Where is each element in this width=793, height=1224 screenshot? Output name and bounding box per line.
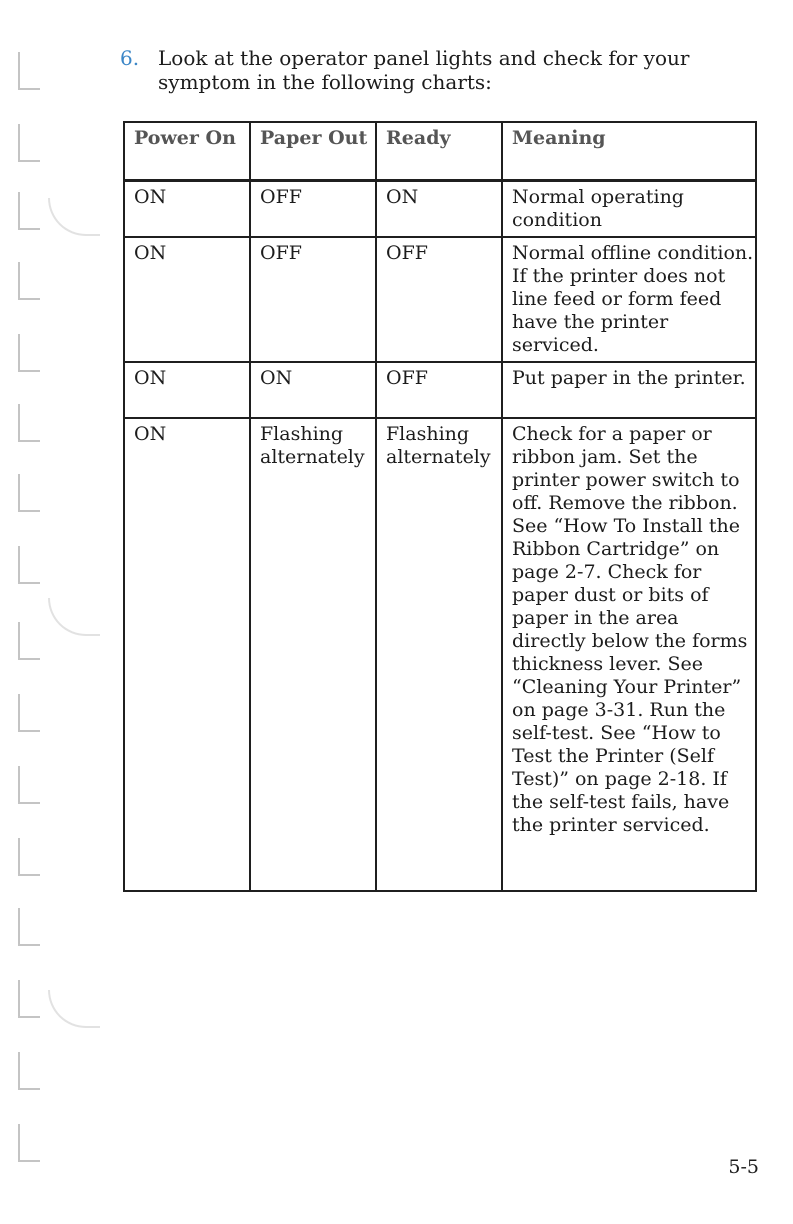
table-row <box>124 181 756 238</box>
header-power-on: Power On <box>124 122 250 181</box>
cell-ready: ON <box>376 181 502 238</box>
binding-mark <box>18 160 40 162</box>
binding-hole-arc <box>48 198 100 236</box>
binding-mark <box>18 370 40 372</box>
cell-power-on: ON <box>124 181 250 238</box>
step-number: 6. <box>120 46 140 70</box>
binding-mark <box>18 622 20 658</box>
cell-paper-out: Flashing alternately <box>250 418 376 891</box>
table-row <box>124 362 756 418</box>
cell-paper-out: ON <box>250 362 376 418</box>
binding-mark <box>18 510 40 512</box>
binding-mark <box>18 124 20 160</box>
binding-mark <box>18 52 20 88</box>
binding-mark <box>18 1052 20 1088</box>
cell-power-on: ON <box>124 237 250 362</box>
binding-hole-arc <box>48 598 100 636</box>
header-meaning: Meaning <box>502 122 756 181</box>
cell-paper-out: OFF <box>250 237 376 362</box>
binding-mark <box>18 192 20 228</box>
binding-margin-marks <box>0 0 100 1224</box>
cell-meaning: Check for a paper or ribbon jam. Set the printer power switch to off. Remove the ribbon. See “How To Install the Ribbon Cartridge” on page 2-7. Check for paper dust or bits of paper in the area directly below the forms thickness lever. See “Cleaning Your Printer” on page 3-31. Run the self-test. See “How to Test the Printer (Self Test)” on page 2-18. If the self-test fails, have the printer serviced. <box>502 418 756 891</box>
binding-mark <box>18 766 20 802</box>
binding-mark <box>18 1160 40 1162</box>
cell-power-on: ON <box>124 362 250 418</box>
binding-mark <box>18 228 40 230</box>
binding-mark <box>18 874 40 876</box>
binding-mark <box>18 980 20 1016</box>
binding-mark <box>18 908 20 944</box>
binding-mark <box>18 546 20 582</box>
step-text: Look at the operator panel lights and check for your symptom in the following charts: <box>158 46 690 94</box>
binding-mark <box>18 298 40 300</box>
binding-hole-arc <box>48 990 100 1028</box>
binding-mark <box>18 262 20 298</box>
binding-mark <box>18 1088 40 1090</box>
table-row <box>124 237 756 362</box>
cell-paper-out: OFF <box>250 181 376 238</box>
binding-mark <box>18 944 40 946</box>
page-number: 5-5 <box>728 1156 759 1178</box>
cell-power-on: ON <box>124 418 250 891</box>
binding-mark <box>18 694 20 730</box>
binding-mark <box>18 802 40 804</box>
header-paper-out: Paper Out <box>250 122 376 181</box>
cell-meaning: Normal offline condition. If the printer does not line feed or form feed have the printer serviced. <box>502 237 756 362</box>
binding-mark <box>18 1016 40 1018</box>
cell-ready: OFF <box>376 237 502 362</box>
cell-meaning: Put paper in the printer. <box>502 362 756 418</box>
binding-mark <box>18 658 40 660</box>
operator-panel-lights-chart <box>123 121 757 892</box>
cell-ready: Flashing alternately <box>376 418 502 891</box>
binding-mark <box>18 404 20 440</box>
table-header-row <box>124 122 756 181</box>
binding-mark <box>18 1124 20 1160</box>
table-row <box>124 418 756 891</box>
binding-mark <box>18 88 40 90</box>
binding-mark <box>18 474 20 510</box>
cell-ready: OFF <box>376 362 502 418</box>
binding-mark <box>18 582 40 584</box>
header-ready: Ready <box>376 122 502 181</box>
binding-mark <box>18 440 40 442</box>
binding-mark <box>18 838 20 874</box>
binding-mark <box>18 730 40 732</box>
cell-meaning: Normal operating condition <box>502 181 756 238</box>
binding-mark <box>18 334 20 370</box>
